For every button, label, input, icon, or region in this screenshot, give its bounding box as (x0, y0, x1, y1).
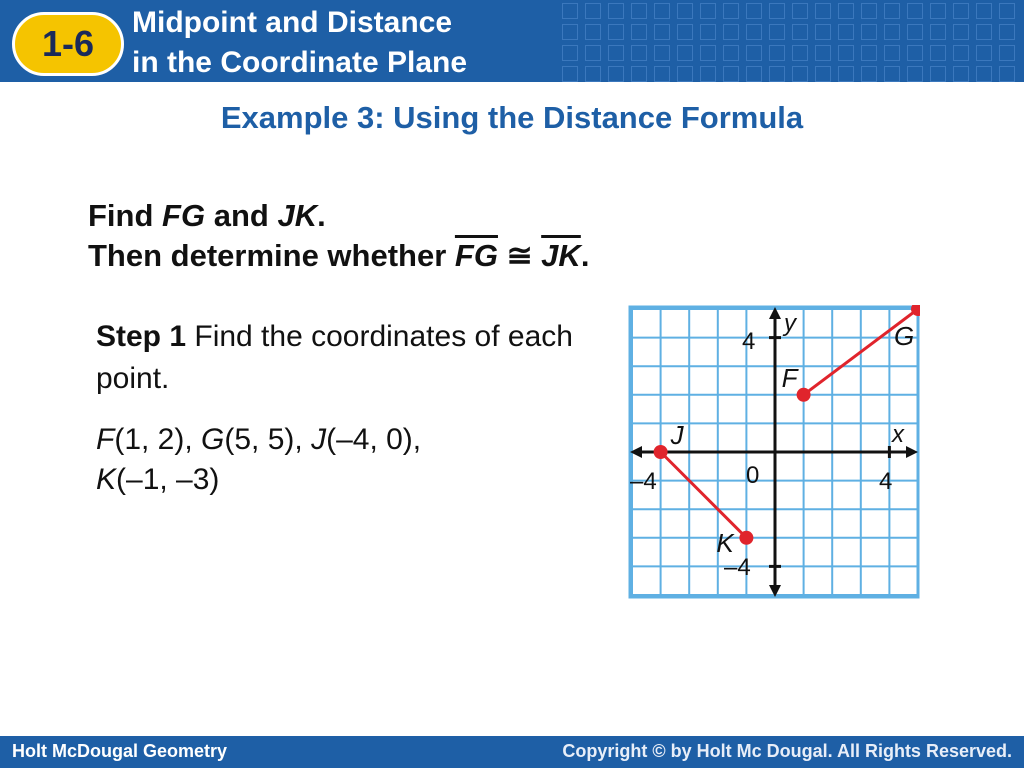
x-axis-label: x (892, 421, 904, 448)
header-grid-cell (677, 3, 693, 19)
point-k (739, 531, 753, 545)
y-tick-label-pos4: 4 (742, 328, 756, 355)
header-grid-cell (999, 3, 1015, 19)
header-grid-cell (562, 45, 578, 61)
header-grid-cell (700, 45, 716, 61)
x-tick-label-pos4: 4 (879, 468, 893, 495)
problem-statement (88, 196, 589, 276)
header-grid-cell (677, 45, 693, 61)
header-grid-cell (631, 24, 647, 40)
publisher-course: Holt McDougal Geometry (12, 741, 228, 761)
problem-text: . (580, 238, 590, 273)
y-tick-label-neg4: –4 (724, 554, 751, 581)
header-grid-cell (654, 66, 670, 82)
problem-text: Then determine whether (88, 238, 455, 273)
header-grid-cell (815, 45, 831, 61)
title-line-2: in the Coordinate Plane (132, 46, 468, 79)
header-grid-cell (562, 66, 578, 82)
header-grid-cell (746, 66, 762, 82)
congruent-symbol: ≅ (497, 238, 542, 273)
point-label-g: G (894, 321, 915, 351)
example-title: Example 3: Using the Distance Formula (220, 100, 804, 135)
point-g-name: G (201, 423, 225, 456)
slide-header (0, 0, 1024, 82)
header-grid-cell (585, 3, 601, 19)
header-grid-cell (585, 24, 601, 40)
header-grid-cell (976, 3, 992, 19)
header-grid-cell (838, 24, 854, 40)
point-coordinates (96, 420, 576, 500)
header-grid-cell (585, 66, 601, 82)
header-grid-cell (861, 3, 877, 19)
header-grid-cell (953, 3, 969, 19)
coordinate-plane (628, 305, 920, 599)
header-grid-cell (953, 45, 969, 61)
header-grid-cell (723, 24, 739, 40)
title-line-1: Midpoint and Distance (132, 6, 453, 39)
header-grid-cell (999, 45, 1015, 61)
header-grid-cell (838, 66, 854, 82)
header-grid-cell (884, 24, 900, 40)
header-grid-cell (654, 24, 670, 40)
header-grid-cell (792, 24, 808, 40)
header-grid-cell (792, 3, 808, 19)
header-grid-cell (631, 3, 647, 19)
header-grid-cell (930, 3, 946, 19)
segment-jk-name: JK (277, 198, 318, 233)
header-grid-cell (907, 3, 923, 19)
header-grid-cell (631, 45, 647, 61)
header-grid-cell (792, 66, 808, 82)
header-grid-cell (723, 66, 739, 82)
slide-title (132, 3, 467, 82)
copyright-notice: Copyright © by Holt Mc Dougal. All Rights Reserved. (562, 741, 1012, 761)
header-grid-cell (861, 24, 877, 40)
problem-line-2 (88, 236, 589, 276)
header-grid-cell (677, 24, 693, 40)
problem-text: Find (88, 198, 163, 233)
header-grid-cell (976, 24, 992, 40)
header-grid-cell (953, 66, 969, 82)
header-grid-cell (861, 66, 877, 82)
header-grid-cell (838, 3, 854, 19)
header-grid-cell (608, 66, 624, 82)
segment-fg-name: FG (162, 198, 206, 233)
header-grid-cell (608, 45, 624, 61)
point-j-coords: (–4, 0), (326, 423, 422, 456)
header-grid-cell (677, 66, 693, 82)
header-grid-cell (769, 24, 785, 40)
point-f-name: F (96, 423, 115, 456)
step-1 (96, 316, 576, 400)
point-k-name: K (96, 463, 117, 496)
point-j (654, 445, 668, 459)
header-grid-cell (884, 45, 900, 61)
header-grid-cell (907, 24, 923, 40)
header-grid-cell (930, 24, 946, 40)
header-grid-cell (723, 3, 739, 19)
problem-text: and (205, 198, 278, 233)
header-grid-cell (907, 66, 923, 82)
header-grid-cell (792, 45, 808, 61)
header-grid-cell (884, 66, 900, 82)
point-f-coords: (1, 2), (114, 423, 202, 456)
point-f (797, 388, 811, 402)
header-grid-cell (746, 3, 762, 19)
header-grid-cell (585, 45, 601, 61)
header-grid-cell (930, 45, 946, 61)
y-axis-label: y (784, 310, 796, 337)
segment-jk-overline: $\overline{JK}$ (541, 238, 581, 273)
header-grid-cell (700, 66, 716, 82)
header-grid-cell (700, 3, 716, 19)
header-grid-cell (769, 66, 785, 82)
header-grid-cell (769, 45, 785, 61)
header-grid-cell (815, 24, 831, 40)
point-label-k: K (716, 527, 734, 558)
step-text: Find the coordinates of each point. (96, 320, 573, 395)
header-grid-cell (976, 45, 992, 61)
header-grid-cell (861, 45, 877, 61)
header-grid-pattern (560, 0, 1024, 82)
header-grid-cell (999, 24, 1015, 40)
header-grid-cell (562, 3, 578, 19)
header-grid-cell (953, 24, 969, 40)
header-grid-cell (769, 3, 785, 19)
point-k-coords: (–1, –3) (116, 463, 220, 496)
header-grid-cell (976, 66, 992, 82)
slide-footer (0, 736, 1024, 768)
problem-text: . (317, 198, 326, 233)
header-grid-cell (999, 66, 1015, 82)
header-grid-cell (815, 66, 831, 82)
problem-line-1 (88, 196, 589, 236)
header-grid-cell (746, 24, 762, 40)
point-j-name: J (311, 423, 327, 456)
header-grid-cell (884, 3, 900, 19)
header-grid-cell (562, 24, 578, 40)
header-grid-cell (608, 24, 624, 40)
header-grid-cell (631, 66, 647, 82)
header-grid-cell (838, 45, 854, 61)
step-label: Step 1 (96, 320, 187, 353)
header-grid-cell (654, 3, 670, 19)
header-grid-cell (930, 66, 946, 82)
header-grid-cell (907, 45, 923, 61)
lesson-badge: 1-6 (12, 12, 124, 76)
header-grid-cell (608, 3, 624, 19)
point-label-j: J (670, 420, 684, 450)
header-grid-cell (746, 45, 762, 61)
point-g-coords: (5, 5), (224, 423, 312, 456)
point-label-f: F (781, 362, 798, 393)
header-grid-cell (700, 24, 716, 40)
origin-label: 0 (746, 462, 760, 489)
x-tick-label-neg4: –4 (630, 468, 657, 495)
header-grid-cell (815, 3, 831, 19)
header-grid-cell (654, 45, 670, 61)
segment-fg-overline: $\overline{FG}$ (454, 238, 498, 273)
header-grid-cell (723, 45, 739, 61)
